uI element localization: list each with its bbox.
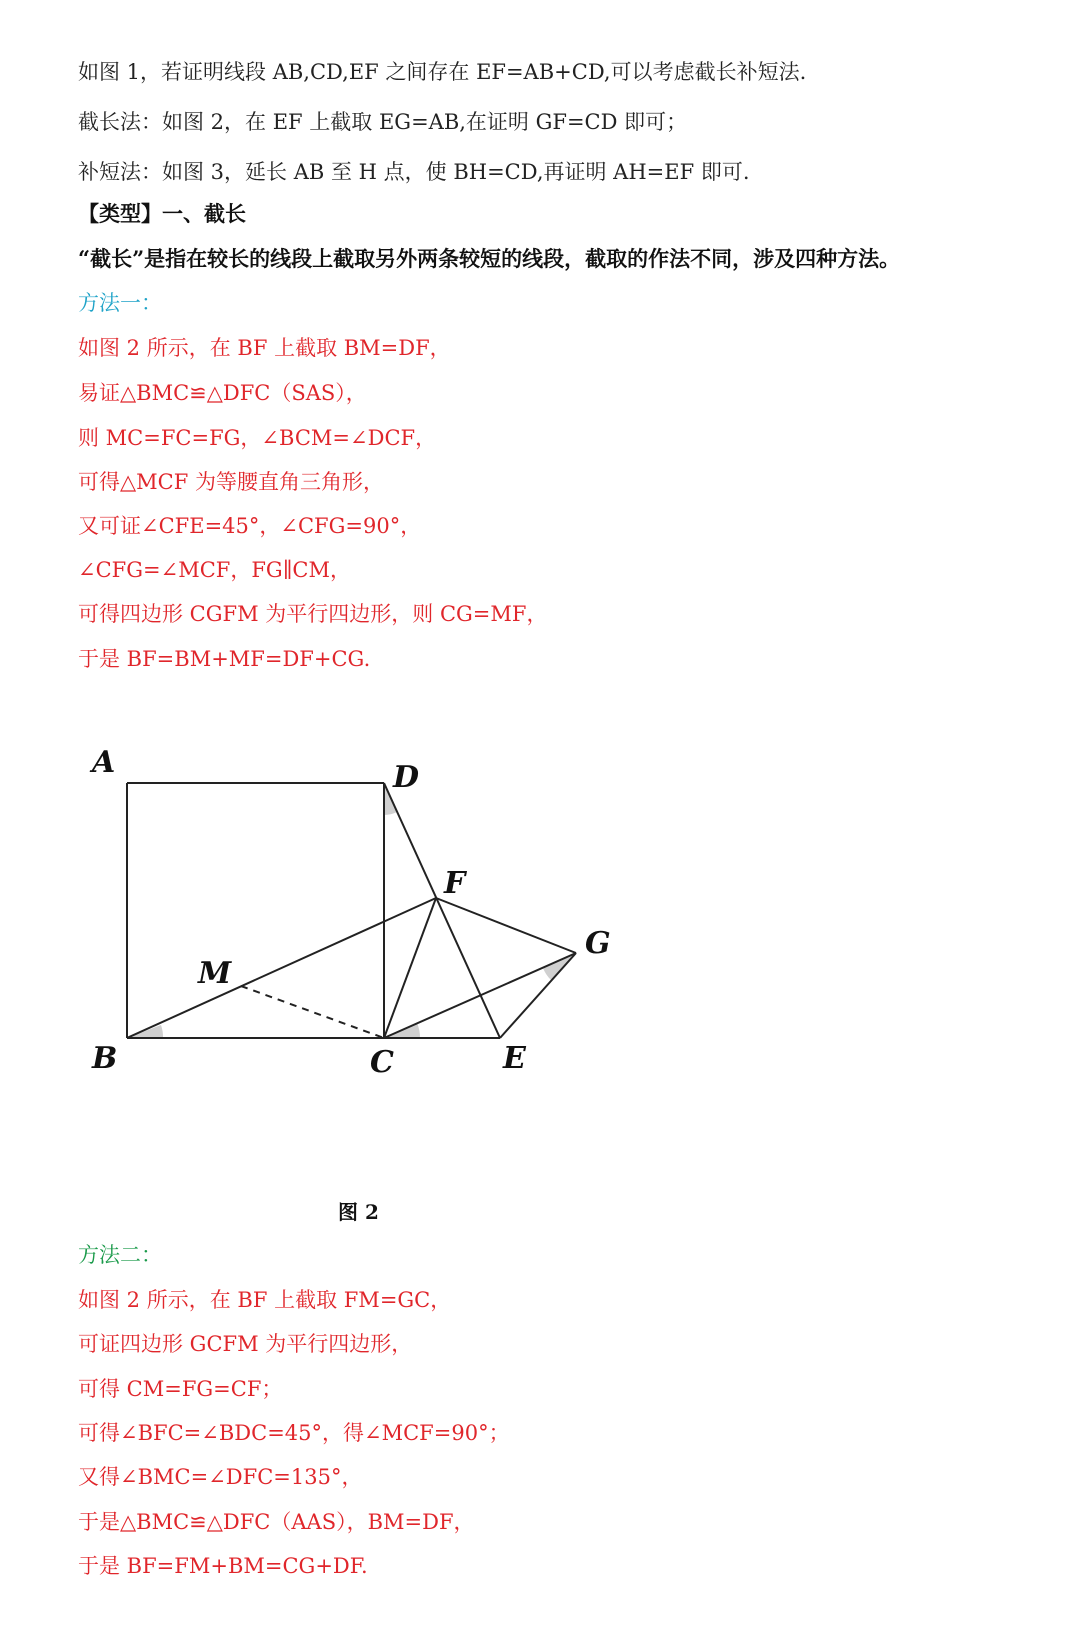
figure-caption: 图 2 xyxy=(338,1200,379,1224)
method2-line-1: 如图 2 所示，在 BF 上截取 FM=GC， xyxy=(78,1288,452,1312)
label-e: E xyxy=(503,1041,526,1076)
point-labels xyxy=(89,745,611,1080)
method1-title: 方法一： xyxy=(78,291,162,315)
method2-line-5: 又得∠BMC=∠DFC=135°， xyxy=(78,1465,363,1489)
method1-line-5: 又可证∠CFE=45°，∠CFG=90°， xyxy=(78,514,422,538)
type-heading: 【类型】一、截长 xyxy=(78,201,246,226)
label-c: C xyxy=(370,1045,394,1080)
label-d: D xyxy=(393,760,420,795)
label-a: A xyxy=(92,745,116,780)
segment-cg xyxy=(384,953,576,1038)
segment-de xyxy=(384,783,500,1038)
method2-line-7: 于是 BF=FM+BM=CG+DF. xyxy=(78,1554,368,1578)
figure-lines xyxy=(127,783,576,1038)
method1-line-4: 可得△MCF 为等腰直角三角形， xyxy=(78,470,384,494)
method2-title: 方法二： xyxy=(78,1243,162,1267)
segment-mc-dashed xyxy=(241,986,384,1038)
method2-line-6: 于是△BMC≌△DFC（AAS），BM=DF， xyxy=(78,1510,475,1534)
method2-line-3: 可得 CM=FG=CF； xyxy=(78,1377,283,1401)
method1-line-1: 如图 2 所示，在 BF 上截取 BM=DF， xyxy=(78,336,451,360)
label-f: F xyxy=(444,866,466,901)
angle-marks xyxy=(127,783,576,1038)
intro-line-1: 如图 1，若证明线段 AB,CD,EF 之间存在 EF=AB+CD,可以考虑截长补短法. xyxy=(78,60,807,84)
segment-ge xyxy=(500,953,576,1038)
label-m: M xyxy=(198,956,232,991)
intro-line-2: 截长法：如图 2，在 EF 上截取 EG=AB,在证明 GF=CD 即可； xyxy=(78,110,688,134)
method2-line-2: 可证四边形 GCFM 为平行四边形， xyxy=(78,1332,413,1356)
label-b: B xyxy=(92,1041,118,1076)
method1-line-6: ∠CFG=∠MCF，FG∥CM， xyxy=(78,558,351,582)
label-g: G xyxy=(585,926,611,961)
method2-line-4: 可得∠BFC=∠BDC=45°，得∠MCF=90°； xyxy=(78,1421,510,1445)
segment-bf xyxy=(127,898,436,1038)
type-description: “截长”是指在较长的线段上截取另外两条较短的线段，截取的作法不同，涉及四种方法。 xyxy=(78,246,901,271)
method1-line-7: 可得四边形 CGFM 为平行四边形，则 CG=MF， xyxy=(78,602,548,626)
method1-line-8: 于是 BF=BM+MF=DF+CG. xyxy=(78,647,371,671)
method1-line-2: 易证△BMC≌△DFC（SAS）， xyxy=(78,381,367,405)
intro-line-3: 补短法：如图 3，延长 AB 至 H 点，使 BH=CD,再证明 AH=EF 即可. xyxy=(78,160,750,184)
method1-line-3: 则 MC=FC=FG，∠BCM=∠DCF， xyxy=(78,426,437,450)
